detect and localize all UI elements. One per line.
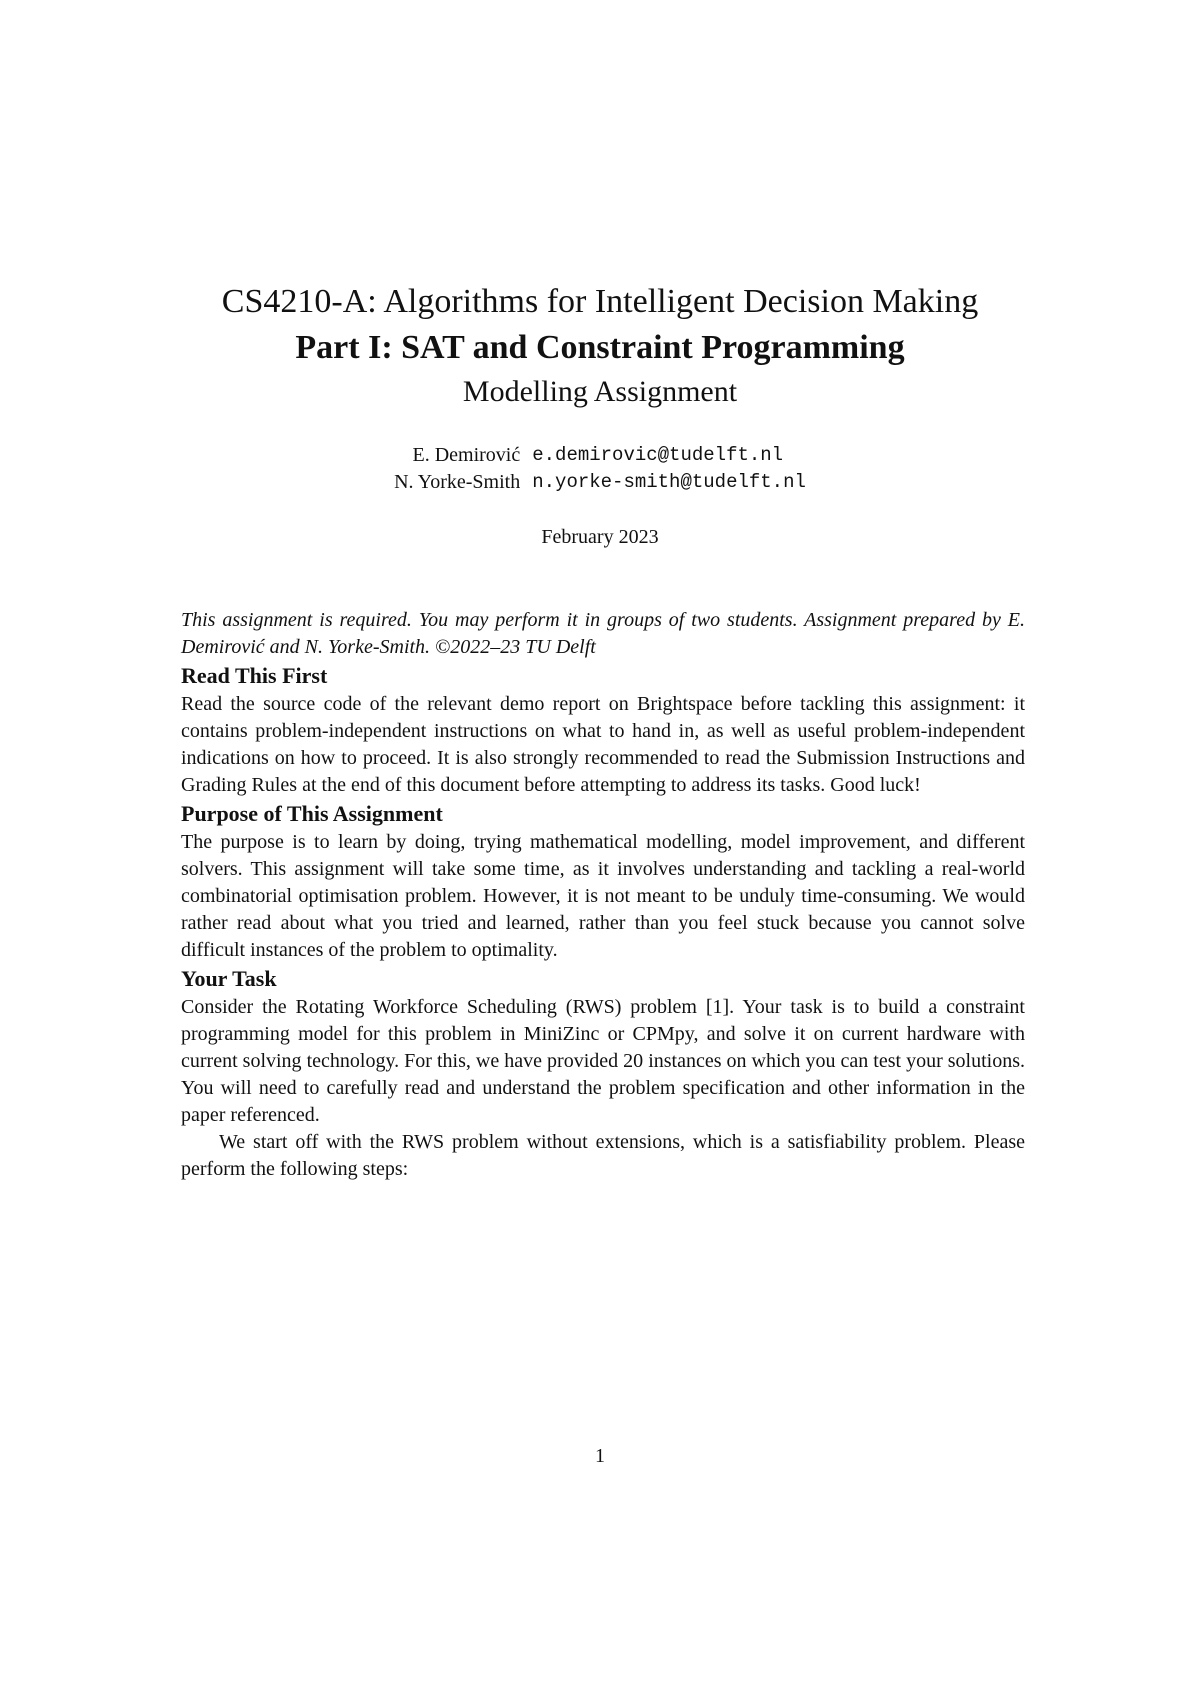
- course-title: CS4210-A: Algorithms for Intelligent Decision Making: [221, 283, 979, 320]
- section-body-task-paragraph-2: We start off with the RWS problem without extensions, which is a satisfiability problem. Please perform the following steps:: [181, 1131, 1025, 1180]
- author-row: [388, 442, 812, 469]
- page-number: 1: [595, 1445, 605, 1467]
- document-date: February 2023: [541, 526, 659, 548]
- author-row: [388, 469, 812, 496]
- part-title: Part I: SAT and Constraint Programming: [295, 329, 905, 366]
- section-heading-task: Your Task: [181, 966, 277, 991]
- section-heading-read-first: Read This First: [181, 663, 328, 688]
- assignment-subtitle: Modelling Assignment: [462, 375, 738, 408]
- section-body-read-first: Read the source code of the relevant demo report on Brightspace before tackling this assignment: it contains problem-independent instructions on what to hand in, as well as useful problem-independent indications on how to proceed. It is also strongly recommended to read the Submission Instructions and Grading Rules at the end of this document before attempting to address its tasks. Good luck!: [181, 693, 1025, 796]
- assignment-note: This assignment is required. You may perform it in groups of two students. Assignment prepared by E. Demirović and N. Yorke-Smith. ©2022–23 TU Delft: [181, 609, 1025, 658]
- author-name: E. Demirović: [412, 444, 521, 466]
- author-name: N. Yorke-Smith: [394, 471, 521, 493]
- document-body: [181, 607, 1025, 1183]
- author-email: e.demirovic@tudelft.nl: [532, 444, 784, 466]
- section-heading-purpose: Purpose of This Assignment: [181, 801, 443, 826]
- author-email: n.yorke-smith@tudelft.nl: [532, 471, 806, 493]
- author-list: [0, 442, 1200, 496]
- section-body-purpose: The purpose is to learn by doing, trying mathematical modelling, model improvement, and different solvers. This assignment will take some time, as it involves understanding and tackling a real-world combinatorial optimisation problem. However, it is not meant to be unduly time-consuming. We would rather read about what you tried and learned, rather than you feel stuck because you cannot solve difficult instances of the problem to optimality.: [181, 831, 1025, 961]
- section-body-task-paragraph-1: Consider the Rotating Workforce Scheduling (RWS) problem [1]. Your task is to build a constraint programming model for this problem in MiniZinc or CPMpy, and solve it on current hardware with current solving technology. For this, we have provided 20 instances on which you can test your solutions. You will need to carefully read and understand the problem specification and other information in the paper referenced.: [181, 996, 1025, 1126]
